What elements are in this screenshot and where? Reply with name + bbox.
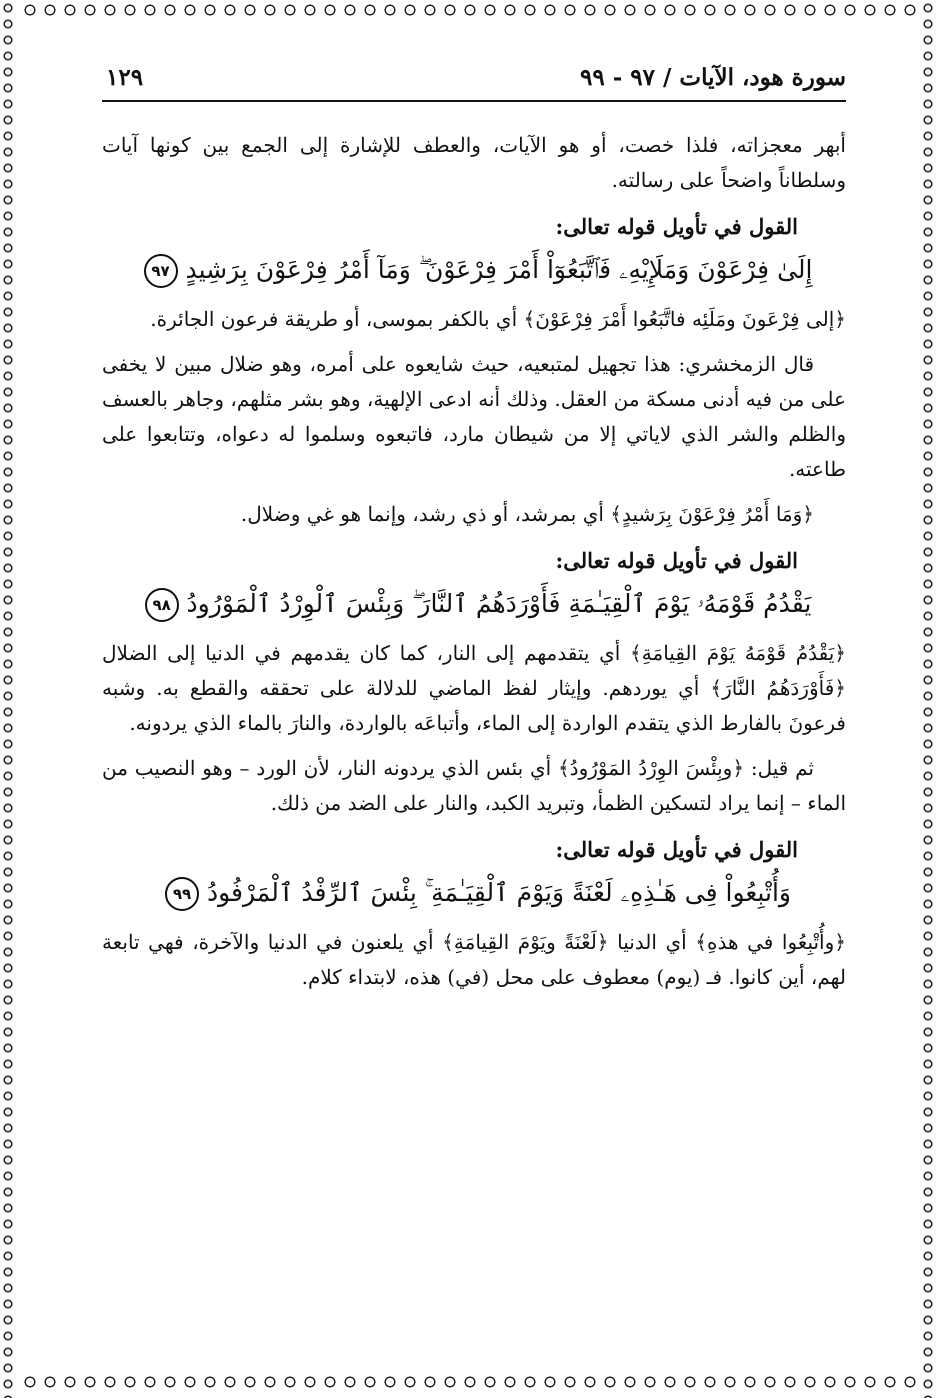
- verse-text: يَقْدُمُ قَوْمَهُۥ يَوْمَ ٱلْقِيَـٰمَةِ فَأَوْرَدَهُمُ ٱلنَّارَ ۖ وَبِئْسَ ٱلْوِرْدُ ٱلْمَوْرُودُ: [186, 589, 812, 618]
- paragraph: ثم قيل: ﴿وبِئْسَ الوِرْدُ المَوْرُودُ﴾ أي بئس الذي يردونه النار، لأن الورد – وهو النصيب من الماء – إنما يراد لتسكين الظمأ، وتبريد الكبد، والنار على الضد من ذلك.: [102, 756, 846, 815]
- verse-number: ٩٨: [145, 588, 179, 622]
- section-heading: القول في تأويل قوله تعالى:: [555, 548, 798, 573]
- verse-text: وَأُتْبِعُواْ فِى هَـٰذِهِۦ لَعْنَةً وَيَوْمَ ٱلْقِيَـٰمَةِ ۚ بِئْسَ ٱلرِّفْدُ ٱلْمَرْفُودُ: [206, 878, 791, 907]
- paragraph: ﴿وَمَا أَمْرُ فِرْعَوْنَ بِرَشيدٍ﴾ أي بمرشد، أو ذي رشد، وإنما هو غي وضلال.: [240, 502, 814, 526]
- paragraph: ﴿إلى فِرْعَونَ ومَلَئِه فاتَّبَعُوا أَمْرَ فِرْعَوْنَ﴾ أي بالكفر بموسى، أو طريقة فرعون الجائرة.: [150, 307, 846, 331]
- page-border-top: [0, 0, 936, 20]
- page-border-left: [0, 0, 16, 1398]
- paragraph: قال الزمخشري: هذا تجهيل لمتبعيه، حيث شايعوه على أمره، وهو ضلال مبين لا يخفى على من فيه أدنى مسكة من العقل. وذلك أنه ادعى الإلهية، وهو بشر مثلهم، وجاهر بالعسف والظلم والشر الذي لاياتي إلا من شيطان مارد، فاتبعوه وسلموا له دعواه، وتتابعوا على طاعته.: [102, 352, 846, 481]
- quran-verse: [102, 248, 846, 292]
- section-heading: القول في تأويل قوله تعالى:: [555, 214, 798, 239]
- quran-verse: [102, 582, 846, 626]
- section-heading: القول في تأويل قوله تعالى:: [555, 837, 798, 862]
- page-border-right: [920, 0, 936, 1398]
- page-number: ١٢٩: [106, 64, 144, 91]
- quran-verse: [102, 871, 846, 915]
- paragraph: ﴿يَقْدُمُ قَوْمَهُ يَوْمَ القِيامَةِ﴾ أي يتقدمهم إلى النار، كما كان يقدمهم في الدنيا إلى الضلال ﴿فَأَوْرَدَهُمُ النَّارَ﴾ أي يوردهم. وإيثار لفظ الماضي للدلالة على تحققه والقطع به. وشبه فرعونَ بالفارط الذي يتقدم الواردة إلى الماء، وأتباعَه بالواردة، والنارَ بالماء الذي يردونه.: [102, 641, 846, 735]
- paragraph: أبهر معجزاته، فلذا خصت، أو هو الآيات، والعطف للإشارة إلى الجمع بين كونها آيات وسلطاناً واضحاً على رسالته.: [102, 133, 846, 192]
- page-body: [102, 128, 846, 1005]
- verse-number: ٩٧: [144, 254, 178, 288]
- page-header: [102, 60, 846, 102]
- page-border-bottom: [0, 1372, 936, 1392]
- paragraph: ﴿وأُتْبِعُوا في هذهِ﴾ أي الدنيا ﴿لَعْنَةً ويَوْمَ القِيامَةِ﴾ أي يلعنون في الدنيا والآخرة، فهي تابعة لهم، أين كانوا. فـ (يوم) معطوف على محل (في) هذه، لابتداء كلام.: [102, 930, 846, 989]
- verse-text: إِلَىٰ فِرْعَوْنَ وَمَلَإِيْهِۦ فَٱتَّبَعُوٓاْ أَمْرَ فِرْعَوْنَ ۖ وَمَآ أَمْرُ فِرْعَوْنَ بِرَشِيدٍ: [185, 255, 813, 284]
- verse-number: ٩٩: [165, 877, 199, 911]
- running-title: سورة هود، الآيات / ٩٧ - ٩٩: [580, 64, 846, 91]
